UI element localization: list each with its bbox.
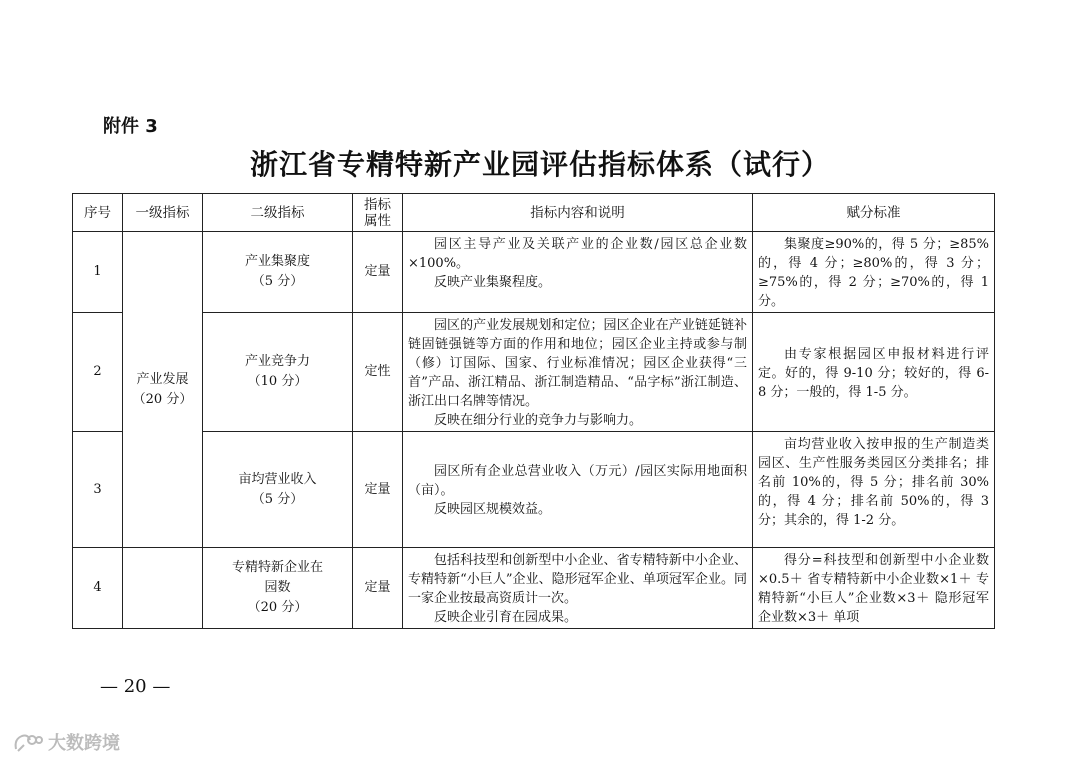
header-level2: 二级指标: [203, 194, 353, 232]
level1-cell: [123, 232, 203, 548]
row-no: 1: [73, 232, 123, 313]
table-header-row: [73, 194, 995, 232]
watermark-logo-icon: [12, 731, 44, 753]
level2-cell: [203, 313, 353, 432]
level1-cell-empty: [123, 548, 203, 629]
indicator-table: [72, 193, 995, 629]
level1-name: 产业发展: [136, 371, 189, 387]
score-cell: [753, 232, 995, 313]
level2-name: 产业竞争力: [244, 354, 310, 369]
page-number: — 20 —: [100, 676, 171, 697]
header-score: 赋分标准: [753, 194, 995, 232]
header-level1: 一级指标: [123, 194, 203, 232]
level2-name: 产业集聚度: [244, 254, 310, 269]
attr-cell: 定量: [353, 432, 403, 548]
score-cell: [753, 313, 995, 432]
table-row: [73, 548, 995, 629]
document-title: 浙江省专精特新产业园评估指标体系（试行）: [249, 148, 830, 181]
level2-cell: [203, 432, 353, 548]
level2-name: 亩均营业收入: [238, 471, 317, 487]
level2-cell: [203, 548, 353, 629]
attr-cell: 定量: [353, 548, 403, 629]
header-no: 序号: [73, 194, 123, 232]
table-row: [73, 232, 995, 313]
level2-points: （10 分）: [247, 374, 308, 389]
attachment-label: 附件 3: [103, 116, 158, 137]
attr-cell: 定量: [353, 232, 403, 313]
row-no: 2: [73, 313, 123, 432]
desc-cell: [403, 313, 753, 432]
desc-text: 园区主导产业及关联产业的企业数/园区总企业数×100%。: [408, 237, 747, 271]
score-text: 得分=科技型和创新型中小企业数×0.5＋ 省专精特新中小企业数×1＋ 专精特新“小巨人”企业数×3＋ 隐形冠军企业数×3＋ 单项: [758, 553, 989, 625]
desc-text: 园区的产业发展规划和定位；园区企业在产业链延链补链固链强链等方面的作用和地位；园区企业主持或参与制（修）订国际、国家、行业标准情况；园区企业获得“三首”产品、浙江精品、浙江制造精品、“品字标”浙江制造、浙江出口名牌等情况。: [408, 318, 747, 409]
table-row: [73, 313, 995, 432]
level1-points: （20 分）: [132, 391, 193, 407]
desc-cell: [403, 232, 753, 313]
desc-text: 包括科技型和创新型中小企业、省专精特新中小企业、专精特新“小巨人”企业、隐形冠军企业、单项冠军企业。同一家企业按最高资质计一次。: [408, 553, 747, 606]
score-cell: [753, 432, 995, 548]
desc-cell: [403, 432, 753, 548]
level2-points: （5 分）: [251, 274, 304, 289]
watermark-text: 大数跨境: [48, 733, 120, 754]
score-cell: [753, 548, 995, 629]
level2-cell: [203, 232, 353, 313]
attr-cell: 定性: [353, 313, 403, 432]
row-no: 4: [73, 548, 123, 629]
desc-text: 园区所有企业总营业收入（万元）/园区实际用地面积（亩）。: [408, 464, 747, 498]
score-text: 集聚度≥90%的，得 5 分；≥85%的，得 4 分；≥80%的，得 3 分；≥75%的，得 2 分；≥70%的，得 1 分。: [758, 237, 989, 309]
watermark: [12, 729, 120, 755]
desc-text: 反映园区规模效益。: [434, 502, 552, 517]
level2-points: （5 分）: [251, 491, 304, 507]
desc-text: 反映在细分行业的竞争力与影响力。: [434, 413, 643, 428]
desc-cell: [403, 548, 753, 629]
header-attr: 指标属性: [353, 194, 403, 232]
score-text: 亩均营业收入按申报的生产制造类园区、生产性服务类园区分类排名；排名前 10%的，得 5 分；排名前 30%的，得 4 分；排名前 50%的，得 3 分；其余的，得 1-2 分。: [758, 437, 989, 528]
table-row: [73, 432, 995, 548]
score-text: 由专家根据园区申报材料进行评定。好的，得 9-10 分；较好的，得 6-8 分；一般的，得 1-5 分。: [758, 346, 989, 400]
level2-name: 专精特新企业在园数: [231, 560, 323, 595]
desc-text: 反映企业引育在园成果。: [434, 610, 578, 625]
header-desc: 指标内容和说明: [403, 194, 753, 232]
level2-points: （20 分）: [247, 600, 308, 615]
desc-text: 反映产业集聚程度。: [434, 275, 552, 290]
row-no: 3: [73, 432, 123, 548]
